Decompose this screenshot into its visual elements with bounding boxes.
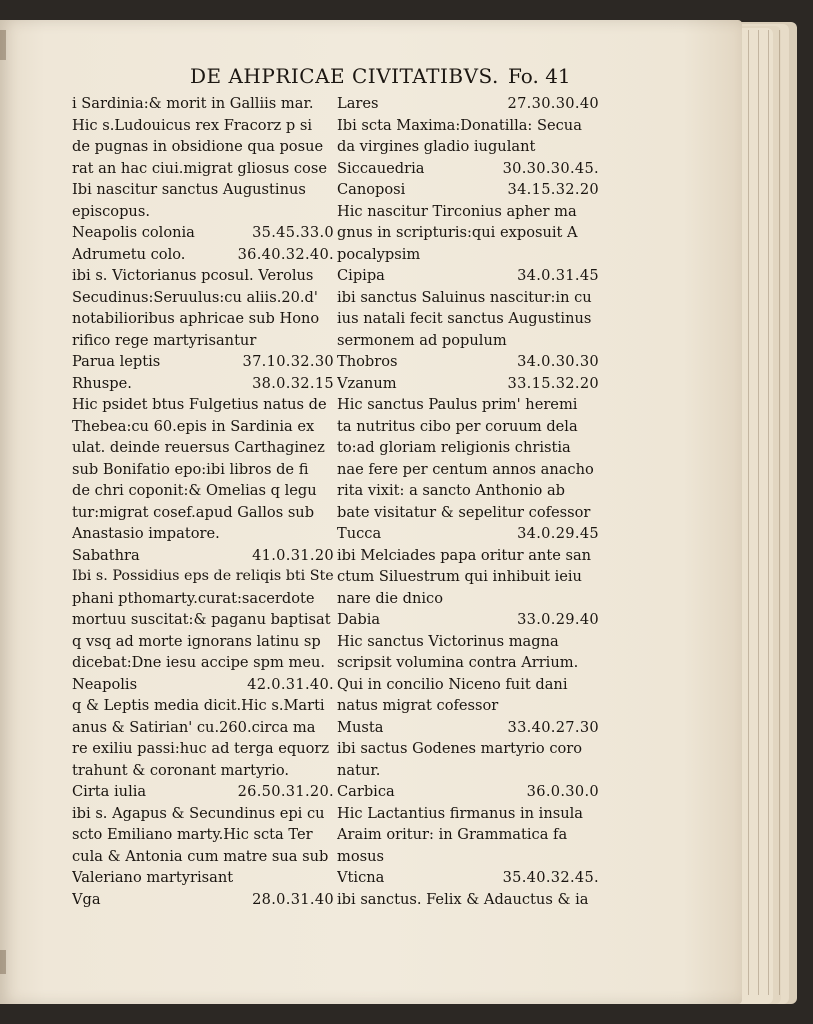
line-text: Sabathra	[72, 546, 140, 564]
line-text: anus & Satirian' cu.260.circa ma	[72, 718, 316, 736]
text-line	[337, 437, 599, 459]
line-text: ibi s. Victorianus pcosul. Verolus	[72, 267, 314, 284]
text-line	[72, 867, 334, 889]
running-head-title: DE AHPRICAE CIVITATIBVS.	[190, 64, 499, 88]
line-text: Valeriano martyrisant	[72, 869, 234, 886]
text-line	[72, 695, 334, 717]
text-line	[72, 502, 334, 524]
line-text: ta nutritus cibo per coruum dela	[337, 417, 578, 435]
text-line	[72, 115, 334, 137]
text-line	[72, 394, 334, 416]
binding-mark	[0, 30, 6, 60]
line-text: Araim oritur: in Grammatica fa	[337, 826, 568, 843]
line-text: rat an hac ciui.migrat gliosus cose	[72, 159, 327, 177]
line-text: ibi s. Agapus & Secundinus epi cu	[72, 804, 325, 822]
text-line	[337, 609, 599, 631]
line-text: q & Leptis media dicit.Hic s.Marti	[72, 697, 325, 714]
line-text: i Sardinia:& morit in Galliis mar.	[72, 95, 314, 112]
line-text: Thebea:cu 60.epis in Sardinia ex	[72, 417, 315, 435]
line-text: rifico rege martyrisantur	[72, 331, 257, 349]
text-line	[337, 373, 599, 395]
line-text: Hic sanctus Victorinus magna	[337, 632, 559, 650]
line-text: Qui in concilio Niceno fuit dani	[337, 675, 568, 693]
coordinate-value: 34.0.31.45	[517, 267, 599, 284]
line-text: sub Bonifatio epo:ibi libros de fi	[72, 460, 309, 478]
coordinate-value: 36.0.30.0	[526, 783, 599, 800]
text-line	[72, 609, 334, 631]
text-line	[72, 179, 334, 201]
text-line	[337, 652, 599, 674]
text-line	[72, 846, 334, 868]
line-text: Musta	[337, 718, 384, 736]
text-line	[72, 803, 334, 825]
coordinate-value: 33.15.32.20	[507, 374, 599, 392]
text-line	[337, 158, 599, 180]
line-text: Hic sanctus Paulus prim' heremi	[337, 396, 578, 413]
line-text: sermonem ad populum	[337, 331, 507, 349]
text-line	[337, 674, 599, 696]
line-text: Hic Lactantius firmanus in insula	[337, 804, 583, 822]
text-line	[337, 308, 599, 330]
text-line	[72, 308, 334, 330]
line-text: Carbica	[337, 783, 395, 800]
text-line	[337, 867, 599, 889]
right-text-column	[337, 93, 599, 910]
line-text: pocalypsim	[337, 245, 421, 263]
line-text: Hic nascitur Tirconius apher ma	[337, 202, 577, 220]
coordinate-value: 41.0.31.20	[252, 546, 334, 564]
text-line	[337, 846, 599, 868]
text-line	[72, 416, 334, 438]
line-text: Cipipa	[337, 267, 385, 284]
text-line	[337, 717, 599, 739]
line-text: Vticna	[337, 869, 385, 886]
line-text: to:ad gloriam religionis christia	[337, 439, 571, 456]
binding-mark	[0, 950, 6, 974]
text-line	[337, 781, 599, 803]
line-text: Rhuspe.	[72, 374, 132, 392]
text-line	[337, 287, 599, 309]
page-edge-line	[758, 30, 759, 995]
text-line	[72, 566, 334, 588]
text-line	[72, 136, 334, 158]
coordinate-value: 28.0.31.40	[252, 890, 334, 908]
line-text: Ibi scta Maxima:Donatilla: Secua	[337, 116, 582, 134]
line-text: re exiliu passi:huc ad terga equorz	[72, 740, 330, 757]
text-line	[337, 394, 599, 416]
line-text: gnus in scripturis:qui exposuit A	[337, 224, 578, 241]
text-line	[337, 803, 599, 825]
text-line	[337, 738, 599, 760]
text-line	[337, 459, 599, 481]
line-text: rita vixit: a sancto Anthonio ab	[337, 482, 565, 499]
coordinate-value: 30.30.30.45.	[502, 159, 599, 177]
coordinate-value: 35.40.32.45.	[502, 869, 599, 886]
line-text: scripsit volumina contra Arrium.	[337, 654, 579, 671]
line-text: ibi sanctus Saluinus nascitur:in cu	[337, 288, 592, 306]
text-line	[337, 136, 599, 158]
text-line	[72, 244, 334, 266]
line-text: ibi sactus Godenes martyrio coro	[337, 740, 583, 757]
text-line	[337, 201, 599, 223]
line-text: Hic psidet btus Fulgetius natus de	[72, 396, 327, 413]
text-line	[72, 480, 334, 502]
page-edge-line	[779, 30, 780, 995]
line-text: tur:migrat cosef.apud Gallos sub	[72, 503, 315, 521]
text-line	[72, 222, 334, 244]
line-text: trahunt & coronant martyrio.	[72, 761, 290, 779]
text-line	[72, 824, 334, 846]
text-line	[337, 889, 599, 911]
coordinate-value: 37.10.32.30	[242, 353, 334, 370]
text-line	[72, 265, 334, 287]
text-line	[72, 373, 334, 395]
line-text: nae fere per centum annos anacho	[337, 460, 594, 478]
text-line	[72, 201, 334, 223]
text-line	[72, 674, 334, 696]
running-head	[190, 64, 590, 94]
text-line	[72, 93, 334, 115]
line-text: Hic s.Ludouicus rex Fracorz p si	[72, 116, 313, 134]
coordinate-value: 33.40.27.30	[507, 718, 599, 736]
coordinate-value: 35.45.33.0	[252, 224, 334, 241]
line-text: Canoposi	[337, 181, 406, 198]
text-line	[72, 738, 334, 760]
line-text: Siccauedria	[337, 159, 425, 177]
left-text-column	[72, 93, 334, 910]
line-text: ibi Melciades papa oritur ante san	[337, 546, 592, 564]
text-line	[337, 265, 599, 287]
line-text: Dabia	[337, 611, 381, 628]
line-text: ibi sanctus. Felix & Adauctus & ia	[337, 890, 589, 908]
text-line	[72, 717, 334, 739]
text-line	[72, 545, 334, 567]
line-text: natus migrat cofessor	[337, 697, 499, 714]
text-line	[337, 545, 599, 567]
coordinate-value: 33.0.29.40	[517, 611, 599, 628]
text-line	[72, 889, 334, 911]
coordinate-value: 36.40.32.40.	[237, 245, 334, 263]
line-text: de pugnas in obsidione qua posue	[72, 138, 324, 155]
text-line	[337, 588, 599, 610]
page-edge-line	[768, 30, 769, 995]
line-text: scto Emiliano marty.Hic scta Ter	[72, 826, 313, 843]
text-line	[337, 502, 599, 524]
coordinate-value: 34.0.29.45	[517, 525, 599, 542]
text-line	[72, 351, 334, 373]
text-line	[337, 824, 599, 846]
line-text: Ibi nascitur sanctus Augustinus	[72, 181, 306, 198]
line-text: Vga	[72, 890, 101, 908]
line-text: Anastasio impatore.	[72, 525, 220, 542]
text-line	[72, 631, 334, 653]
text-line	[72, 652, 334, 674]
text-line	[72, 330, 334, 352]
line-text: Adrumetu colo.	[72, 245, 186, 263]
line-text: natur.	[337, 761, 381, 779]
text-line	[72, 781, 334, 803]
line-text: cula & Antonia cum matre sua sub	[72, 847, 329, 865]
book-page	[0, 20, 742, 1004]
text-line	[72, 287, 334, 309]
text-line	[337, 115, 599, 137]
text-line	[337, 330, 599, 352]
page-edge-line	[748, 30, 749, 995]
text-line	[337, 480, 599, 502]
coordinate-value: 38.0.32.15	[252, 374, 334, 392]
text-line	[337, 631, 599, 653]
text-line	[337, 179, 599, 201]
text-line	[337, 566, 599, 588]
text-line	[72, 437, 334, 459]
line-text: dicebat:Dne iesu accipe spm meu.	[72, 654, 326, 671]
text-line	[72, 459, 334, 481]
coordinate-value: 42.0.31.40.	[247, 675, 334, 693]
line-text: mosus	[337, 847, 385, 865]
line-text: Thobros	[337, 353, 398, 370]
coordinate-value: 27.30.30.40	[507, 95, 599, 112]
line-text: mortuu suscitat:& paganu baptisat	[72, 611, 331, 628]
text-line	[337, 760, 599, 782]
coordinate-value: 34.0.30.30	[517, 353, 599, 370]
line-text: Tucca	[337, 525, 382, 542]
line-text: de chri coponit:& Omelias q legu	[72, 482, 317, 499]
line-text: ius natali fecit sanctus Augustinus	[337, 310, 592, 327]
text-line	[72, 523, 334, 545]
coordinate-value: 26.50.31.20.	[237, 783, 334, 800]
line-text: ctum Siluestrum qui inhibuit ieiu	[337, 568, 582, 585]
line-text: Cirta iulia	[72, 783, 147, 800]
text-line	[72, 760, 334, 782]
text-line	[337, 523, 599, 545]
line-text: Vzanum	[337, 374, 397, 392]
text-line	[337, 416, 599, 438]
text-line	[337, 93, 599, 115]
text-line	[337, 222, 599, 244]
line-text: q vsq ad morte ignorans latinu sp	[72, 632, 321, 650]
line-text: Neapolis	[72, 675, 138, 693]
text-line	[337, 695, 599, 717]
text-line	[72, 158, 334, 180]
line-text: ulat. deinde reuersus Carthaginez	[72, 439, 325, 456]
line-text: episcopus.	[72, 202, 150, 220]
line-text: notabilioribus aphricae sub Hono	[72, 310, 320, 327]
folio-number: Fo. 41	[508, 64, 571, 88]
line-text: bate visitatur & sepelitur cofessor	[337, 503, 591, 521]
line-text: phani pthomarty.curat:sacerdote	[72, 589, 315, 607]
line-text: nare die dnico	[337, 589, 444, 607]
text-line	[337, 244, 599, 266]
line-text: Parua leptis	[72, 353, 161, 370]
text-line	[337, 351, 599, 373]
line-text: Neapolis colonia	[72, 224, 195, 241]
text-line	[72, 588, 334, 610]
line-text: Lares	[337, 95, 379, 112]
line-text: da virgines gladio iugulant	[337, 138, 536, 155]
line-text: Ibi s. Possidius eps de reliqis bti Ste	[72, 568, 334, 584]
line-text: Secudinus:Seruulus:cu aliis.20.d'	[72, 288, 318, 306]
coordinate-value: 34.15.32.20	[507, 181, 599, 198]
